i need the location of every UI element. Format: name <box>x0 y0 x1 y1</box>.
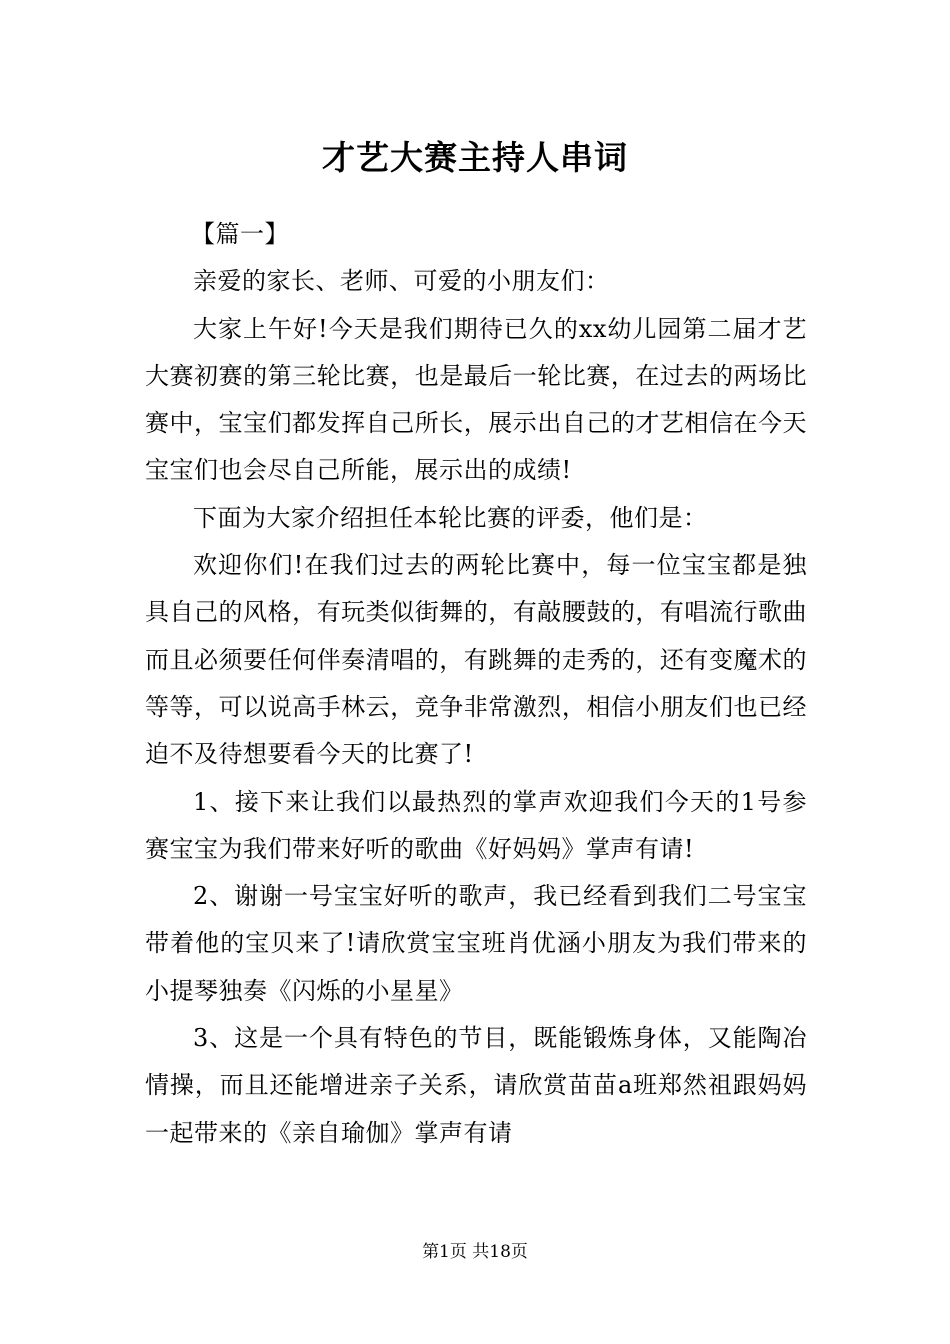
document-body <box>145 211 807 1157</box>
paragraph: 1、接下来让我们以最热烈的掌声欢迎我们今天的1号参赛宝宝为我们带来好听的歌曲《好妈妈》掌声有请! <box>145 787 807 863</box>
section-heading: 【篇一】 <box>191 220 289 248</box>
paragraph: 亲爱的家长、老师、可爱的小朋友们： <box>193 267 610 296</box>
paragraph: 2、谢谢一号宝宝好听的歌声，我已经看到我们二号宝宝带着他的宝贝来了!请欣赏宝宝班肖优涵小朋友为我们带来的小提琴独奏《闪烁的小星星》 <box>145 882 807 1005</box>
page-footer: 第1页 共18页 <box>422 1242 528 1262</box>
document-title: 才艺大赛主持人串词 <box>322 138 628 177</box>
paragraph: 3、这是一个具有特色的节目，既能锻炼身体，又能陶冶情操，而且还能增进亲子关系，请欣赏苗苗a班郑然祖跟妈妈一起带来的《亲自瑜伽》掌声有请 <box>145 1024 807 1147</box>
paragraph: 下面为大家介绍担任本轮比赛的评委，他们是： <box>193 503 708 532</box>
paragraph: 欢迎你们!在我们过去的两轮比赛中，每一位宝宝都是独具自己的风格，有玩类似街舞的，有敲腰鼓的，有唱流行歌曲而且必须要任何伴奏清唱的，有跳舞的走秀的，还有变魔术的等等，可以说高手林云，竞争非常激烈，相信小朋友们也已经迫不及待想要看今天的比赛了! <box>145 551 807 769</box>
paragraph: 大家上午好!今天是我们期待已久的xx幼儿园第二届才艺大赛初赛的第三轮比赛，也是最后一轮比赛，在过去的两场比赛中，宝宝们都发挥自己所长，展示出自己的才艺相信在今天宝宝们也会尽自己所能，展示出的成绩! <box>145 314 807 485</box>
